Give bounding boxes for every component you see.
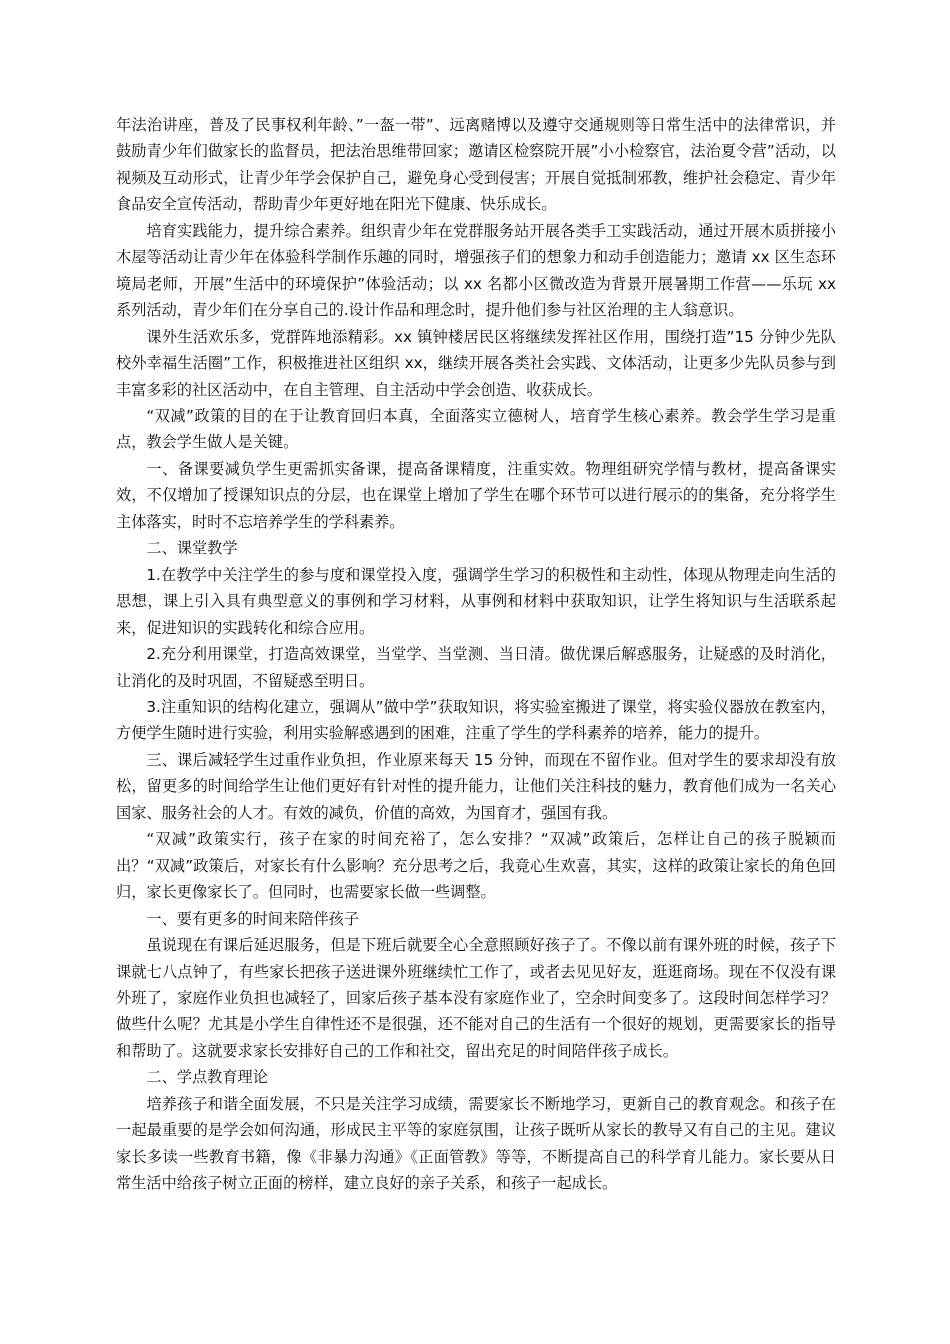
section-heading: 一、要有更多的时间来陪伴孩子 [146, 909, 360, 928]
paragraph: 虽说现在有课后延迟服务，但是下班后就要全心全意照顾好孩子了。不像以前有课外班的时候，孩子下课就七八点钟了，有些家长把孩子送进课外班继续忙工作了，或者去见见好友，逛逛商场。现在不仅没有课外班了，家庭作业负担也减轻了，回家后孩子基本没有家庭作业了，空余时间变多了。这段时间怎样学习？做些什么呢？尤其是小学生自律性还不是很强，还不能对自己的生活有一个很好的规划，更需要家长的指导和帮助了。这就要求家长安排好自己的工作和社交，留出充足的时间陪伴孩子成长。 [116, 936, 836, 1060]
paragraph: 培养孩子和谐全面发展，不只是关注学习成绩，需要家长不断地学习，更新自己的教育观念。和孩子在一起最重要的是学会如何沟通，形成民主平等的家庭氛围，让孩子既听从家长的教导又有自己的主见。建议家长多读一些教育书籍，像《非暴力沟通》《正面管教》等等，不断提高自己的科学育儿能力。家长要从日常生活中给孩子树立正面的榜样，建立良好的亲子关系，和孩子一起成长。 [116, 1094, 836, 1193]
paragraph: 1.在教学中关注学生的参与度和课堂投入度，强调学生学习的积极性和主动性，体现从物理走向生活的思想，课上引入具有典型意义的事例和学习材料，从事例和材料中获取知识，让学生将知识与生活联系起来，促进知识的实践转化和综合应用。 [116, 565, 836, 637]
section-heading: 二、课堂教学 [146, 539, 238, 558]
section-heading: 二、学点教育理论 [146, 1068, 268, 1087]
paragraph: 2.充分利用课堂，打造高效课堂，当堂学、当堂测、当日清。做优课后解惑服务，让疑惑的及时消化，让消化的及时巩固，不留疑惑至明日。 [116, 645, 836, 690]
document-body [116, 112, 836, 1197]
paragraph: 年法治讲座，普及了民事权利年龄、”一盔一带”、远离赌博以及遵守交通规则等日常生活中的法律常识，并鼓励青少年们做家长的监督员，把法治思维带回家；邀请区检察院开展”小小检察官，法治夏令营”活动，以视频及互动形式，让青少年学会保护自己，避免身心受到侵害；开展自觉抵制邪教，维护社会稳定、青少年食品安全宣传活动，帮助青少年更好地在阳光下健康、快乐成长。 [116, 116, 836, 214]
paragraph: 3.注重知识的结构化建立，强调从”做中学”获取知识，将实验室搬进了课堂，将实验仪器放在教室内，方便学生随时进行实验，利用实验解惑遇到的困难，注重了学生的学科素养的培养，能力的提升。 [116, 697, 836, 743]
paragraph: 培育实践能力，提升综合素养。组织青少年在党群服务站开展各类手工实践活动，通过开展木质拼接小木屋等活动让青少年在体验科学制作乐趣的同时，增强孩子们的想象力和动手创造能力；邀请 xx 区生态环境局老师，开展”生活中的环境保护”体验活动；以 xx 名都小区微改造为背景开展暑期工作营——乐玩 xx 系列活动，青少年们在分享自己的.设计作品和理念时，提升他们参与社区治理的主人翁意识。 [116, 221, 836, 320]
paragraph: 三、课后减轻学生过重作业负担，作业原来每天 15 分钟，而现在不留作业。但对学生的要求却没有放松，留更多的时间给学生让他们更好有针对性的提升能力，让他们关注科技的魅力，教育他们成为一名关心国家、服务社会的人才。有效的减负，价值的高效，为国育才，强国有我。 [116, 750, 836, 822]
paragraph: 课外生活欢乐多，党群阵地添精彩。xx 镇钟楼居民区将继续发挥社区作用，围绕打造”15 分钟少先队校外幸福生活圈”工作，积极推进社区组织 xx，继续开展各类社会实践、文体活动，让更多少先队员参与到丰富多彩的社区活动中，在自主管理、自主活动中学会创造、收获成长。 [116, 327, 836, 399]
paragraph: 一、备课要减负学生更需抓实备课，提高备课精度，注重实效。物理组研究学情与教材，提高备课实效，不仅增加了授课知识点的分层，也在课堂上增加了学生在哪个环节可以进行展示的的集备，充分将学生主体落实，时时不忘培养学生的学科素养。 [116, 459, 836, 531]
paragraph: “双减”政策实行，孩子在家的时间充裕了，怎么安排？“双减”政策后，怎样让自己的孩子脱颖而出？“双减”政策后，对家长有什么影响？充分思考之后，我竟心生欢喜，其实，这样的政策让家长的角色回归，家长更像家长了。但同时，也需要家长做一些调整。 [116, 830, 836, 902]
paragraph: “双减”政策的目的在于让教育回归本真，全面落实立德树人，培育学生核心素养。教会学生学习是重点，教会学生做人是关键。 [116, 406, 836, 452]
